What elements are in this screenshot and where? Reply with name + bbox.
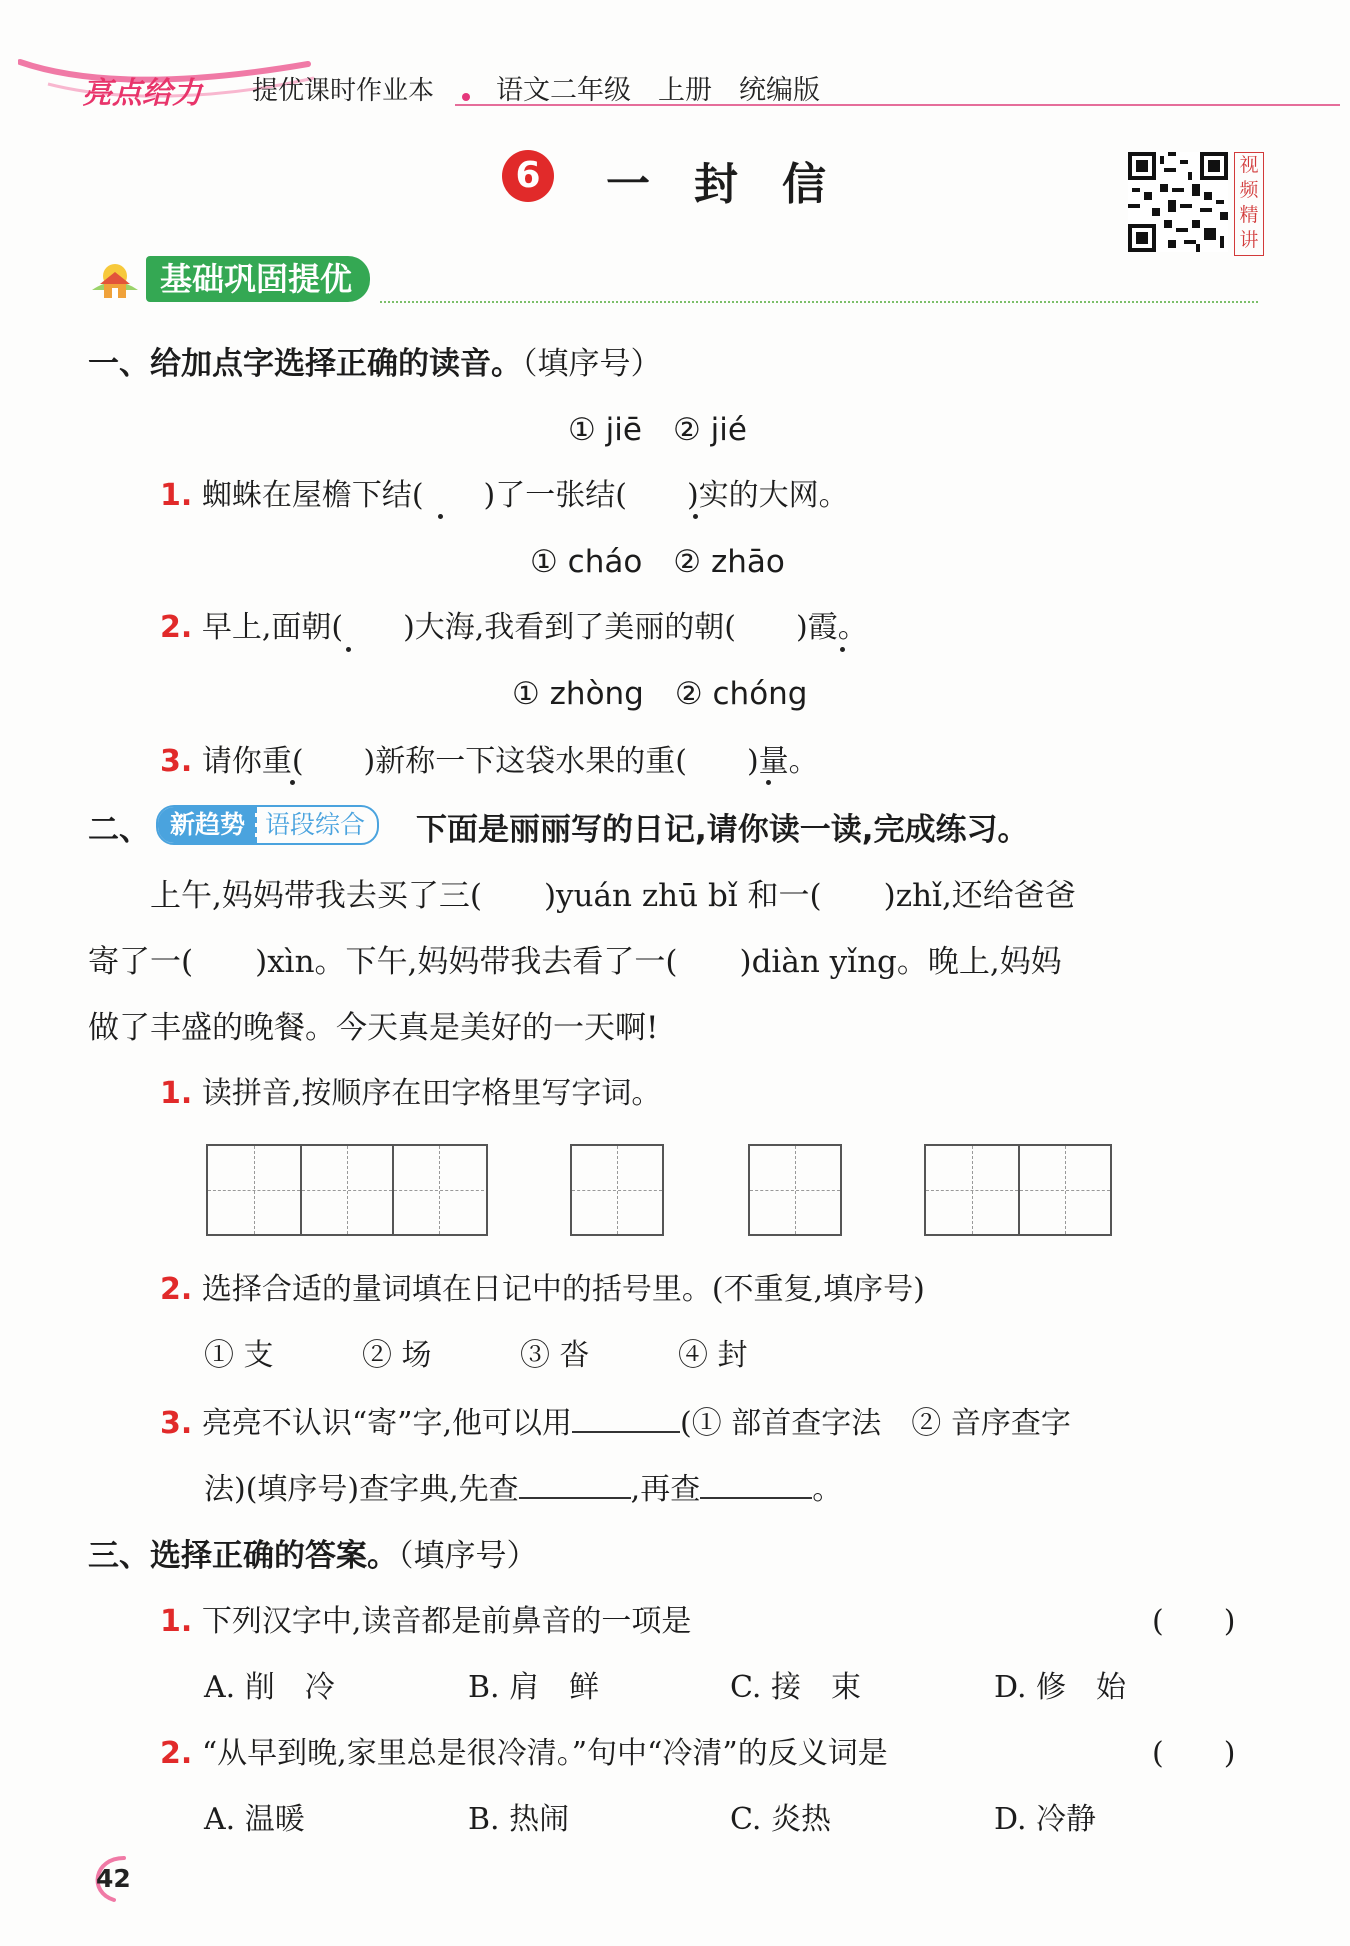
emphasis-dot	[438, 514, 443, 519]
grid-cell[interactable]	[1018, 1146, 1110, 1234]
answer-blank[interactable]	[470, 472, 550, 506]
part3-q1: 1. 下列汉字中,读音都是前鼻音的一项是	[160, 1604, 692, 1639]
part1-q2: 2. 早上,面朝( )大海,我看到了美丽的朝( )霞。	[160, 610, 868, 645]
trend-badge-label: 新趋势	[158, 807, 255, 843]
part1-q1: 1. 蜘蛛在屋檐下结( )了一张结( )实的大网。	[160, 478, 849, 513]
measure-word-option-4: ④ 封	[678, 1338, 748, 1373]
part3-q2-choice-d: D. 冷静	[994, 1802, 1097, 1837]
writing-grid-2[interactable]	[570, 1144, 664, 1236]
answer-line[interactable]	[519, 1471, 631, 1499]
grid-cell[interactable]	[572, 1146, 662, 1234]
writing-grid-3[interactable]	[748, 1144, 842, 1236]
book-series: 提优课时作业本	[252, 76, 435, 106]
part2-q3-line2: 法)(填序号)查字典,先查 ,再查 。	[204, 1472, 843, 1507]
qr-video-label: 视频精讲	[1234, 152, 1264, 256]
part2-heading: 下面是丽丽写的日记,请你读一读,完成练习。	[416, 812, 1029, 848]
header-bullet	[462, 93, 470, 101]
section-divider	[380, 301, 1258, 303]
measure-word-option-1: ① 支	[204, 1338, 274, 1373]
answer-blank[interactable]	[726, 472, 806, 506]
part1-q2-options: ① cháo ② zhāo	[530, 544, 785, 580]
grid-cell[interactable]	[392, 1146, 484, 1234]
writing-grid-1[interactable]	[206, 1144, 488, 1236]
writing-grid-4[interactable]	[924, 1144, 1112, 1236]
emphasis-dot	[840, 647, 845, 652]
section-banner: 基础巩固提优	[146, 256, 370, 302]
grid-cell[interactable]	[300, 1146, 392, 1234]
grid-cell[interactable]	[926, 1146, 1018, 1234]
brand-logo: 亮点给力	[82, 76, 202, 111]
part1-q3: 3. 请你重( )新称一下这袋水果的重( )量。	[160, 744, 819, 779]
part3-q1-choice-d: D. 修 始	[994, 1670, 1127, 1705]
answer-line[interactable]	[572, 1405, 680, 1433]
answer-blank[interactable]	[320, 738, 400, 772]
measure-word-option-3: ③ 沓	[520, 1338, 590, 1373]
part1-q3-options: ① zhòng ② chóng	[512, 676, 808, 712]
emphasis-dot	[290, 780, 295, 785]
page-number: 42	[96, 1864, 131, 1893]
diary-line-2: 寄了一( )xìn。下午,妈妈带我去看了一( )diàn yǐng。晚上,妈妈	[88, 944, 1062, 980]
emphasis-dot	[346, 647, 351, 652]
part3-q2-choice-a: A. 温暖	[204, 1802, 305, 1837]
qr-code-icon[interactable]	[1128, 152, 1228, 252]
trend-badge-type: 语段综合	[255, 807, 377, 843]
grid-cell[interactable]	[750, 1146, 840, 1234]
answer-blank[interactable]	[870, 604, 950, 638]
part3-q1-answer-paren[interactable]: ( )	[1152, 1604, 1236, 1639]
book-meta: 语文二年级 上册 统编版	[496, 75, 820, 106]
part2-q2: 2. 选择合适的量词填在日记中的括号里。(不重复,填序号)	[160, 1272, 925, 1307]
new-trend-badge	[156, 805, 379, 845]
part3-q1-choice-b: B. 肩 鲜	[468, 1670, 600, 1705]
part3-q1-choice-c: C. 接 束	[730, 1670, 861, 1705]
part3-q2-choice-b: B. 热闹	[468, 1802, 570, 1837]
part2-q3-line1: 3. 亮亮不认识“寄”字,他可以用 (① 部首查字法 ② 音序查字	[160, 1406, 1071, 1441]
part3-q2-choice-c: C. 炎热	[730, 1802, 831, 1837]
answer-blank[interactable]	[380, 604, 460, 638]
part2-q1: 1. 读拼音,按顺序在田字格里写字词。	[160, 1076, 662, 1111]
part2-prefix: 二、	[88, 812, 150, 848]
part3-q2: 2. “从早到晚,家里总是很冷清。”句中“冷清”的反义词是	[160, 1736, 888, 1771]
part3-q2-answer-paren[interactable]: ( )	[1152, 1736, 1236, 1771]
part3-heading: 三、选择正确的答案。（填序号）	[88, 1538, 538, 1574]
part3-q1-choice-a: A. 削 冷	[204, 1670, 335, 1705]
part1-q1-options: ① jiē ② jié	[568, 412, 747, 448]
answer-line[interactable]	[700, 1471, 812, 1499]
diary-line-1: 上午,妈妈带我去买了三( )yuán zhū bǐ 和一( )zhǐ,还给爸爸	[88, 878, 1076, 914]
lesson-number-badge: 6	[502, 150, 554, 202]
emphasis-dot	[693, 514, 698, 519]
measure-word-option-2: ② 场	[362, 1338, 432, 1373]
diary-line-3: 做了丰盛的晚餐。今天真是美好的一天啊!	[88, 1010, 659, 1046]
lesson-title: 一封信	[606, 159, 870, 210]
answer-blank[interactable]	[798, 738, 878, 772]
part1-heading: 一、给加点字选择正确的读音。（填序号）	[88, 346, 662, 382]
section-house-icon	[88, 260, 142, 304]
grid-cell[interactable]	[208, 1146, 300, 1234]
emphasis-dot	[766, 780, 771, 785]
header-rule	[455, 104, 1340, 106]
